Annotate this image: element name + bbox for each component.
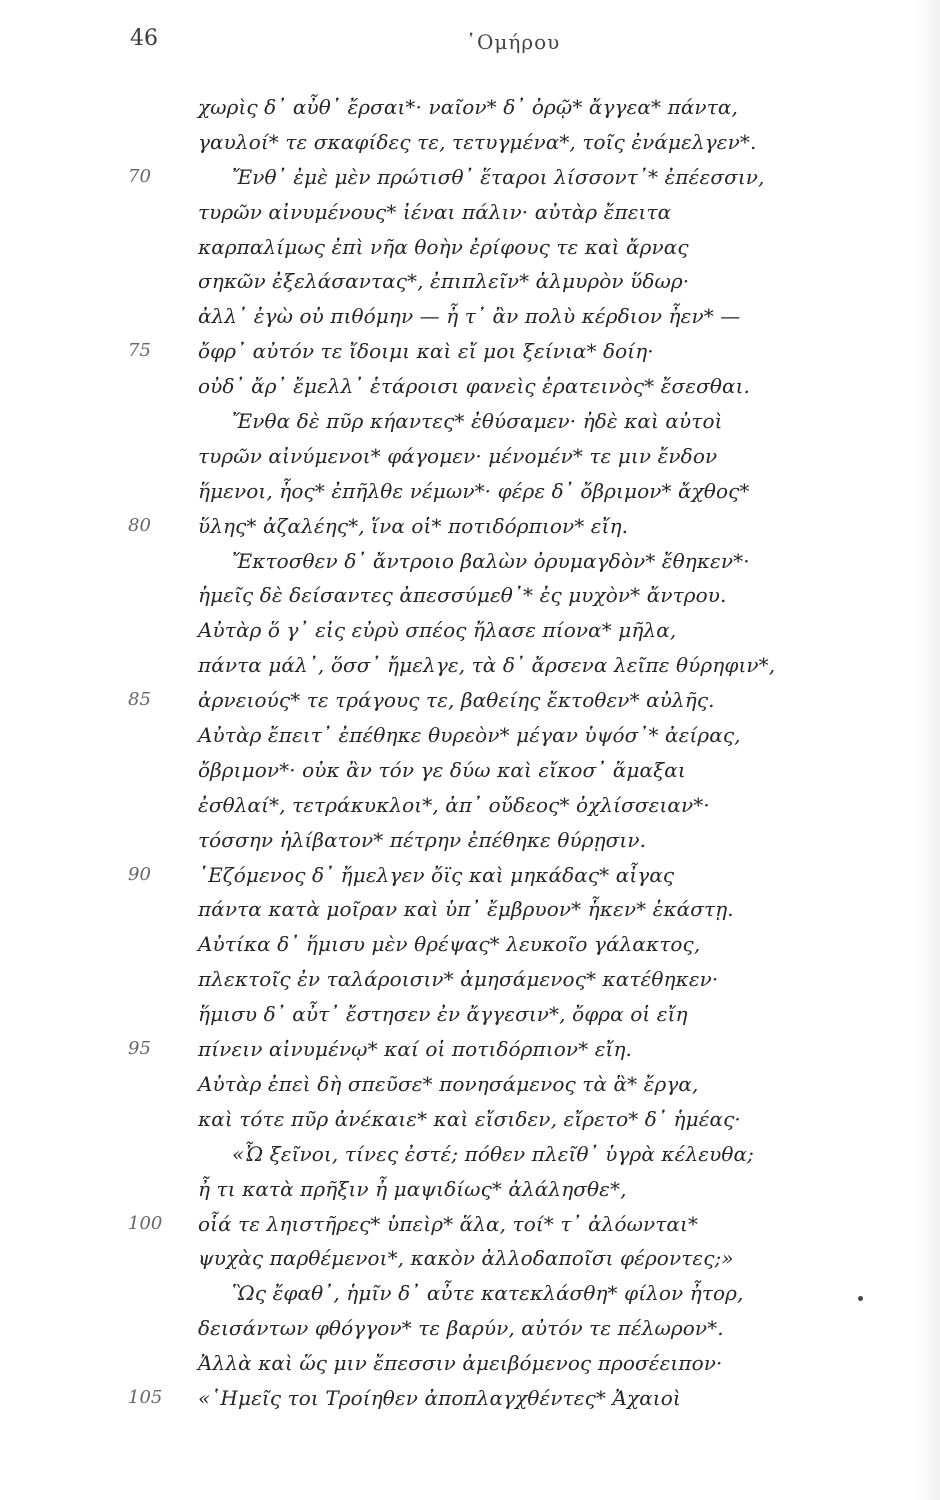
line-number: 85 — [128, 689, 151, 711]
verse-text: πίνειν αἰνυμένῳ* καί οἱ ποτιδόρπιον* εἴη. — [198, 1037, 633, 1062]
verse-line — [0, 683, 940, 718]
verse-line — [0, 1032, 940, 1067]
verse-line — [0, 1137, 940, 1172]
verse-text: Ἔκτοσθεν δ᾿ ἄντροιο βαλὼν ὀρυμαγδὸν* ἔθηκεν*· — [232, 548, 750, 573]
verse-line — [0, 125, 940, 160]
verse-line — [0, 788, 940, 823]
verse-text: δεισάντων φθόγγον* τε βαρύν, αὐτόν τε πέλωρον*. — [198, 1316, 724, 1341]
verse-line — [0, 858, 940, 893]
verse-line — [0, 997, 940, 1032]
line-number: 75 — [128, 340, 151, 362]
verse-line — [0, 474, 940, 509]
verse-line — [0, 1067, 940, 1102]
verse-text: ἡμεῖς δὲ δείσαντες ἀπεσσύμεθ᾿* ἐς μυχὸν* ἄντρου. — [198, 583, 727, 608]
verse-line — [0, 753, 940, 788]
verse-text: Αὐτὰρ ἐπεὶ δὴ σπεῦσε* πονησάμενος τὰ ἃ* ἔργα, — [198, 1071, 699, 1096]
verse-line — [0, 90, 940, 125]
verse-text: ἥμισυ δ᾿ αὖτ᾿ ἔστησεν ἐν ἄγγεσιν*, ὄφρα οἱ εἴη — [198, 1002, 688, 1027]
page-header — [0, 26, 940, 66]
verse-text: Αὐτὰρ ἔπειτ᾿ ἐπέθηκε θυρεὸν* μέγαν ὑψόσ᾿* ἀείρας, — [198, 723, 741, 748]
verse-text: οἷά τε ληιστῆρες* ὑπεὶρ* ἅλα, τοί* τ᾿ ἀλόωνται* — [198, 1211, 699, 1236]
verse-text: τυρῶν αἰνυμένους* ἰέναι πάλιν· αὐτὰρ ἔπειτα — [198, 199, 672, 224]
verse-line — [0, 369, 940, 404]
verse-text: οὐδ᾿ ἄρ᾿ ἔμελλ᾿ ἑτάροισι φανεὶς ἐρατεινὸς* ἔσεσθαι. — [198, 374, 750, 399]
verse-line — [0, 892, 940, 927]
verse-text: ἀλλ᾿ ἐγὼ οὐ πιθόμην — ἦ τ᾿ ἂν πολὺ κέρδιον ἦεν* — — [198, 304, 741, 329]
verse-line — [0, 230, 940, 265]
verse-line — [0, 648, 940, 683]
verse-text: ὄφρ᾿ αὐτόν τε ἴδοιμι καὶ εἴ μοι ξείνια* δοίη· — [198, 339, 654, 364]
page-edge-shadow — [912, 0, 940, 1500]
verse-line — [0, 439, 940, 474]
verse-text: «῾Ημεῖς τοι Τροίηθεν ἀποπλαγχθέντες* Ἀχαιοὶ — [198, 1385, 681, 1410]
line-number: 70 — [128, 165, 151, 187]
verse-line — [0, 1381, 940, 1416]
verse-line — [0, 1241, 940, 1276]
verse-text: Αὐτίκα δ᾿ ἥμισυ μὲν θρέψας* λευκοῖο γάλακτος, — [198, 932, 701, 957]
verse-text: Ὣς ἔφαθ᾿, ἡμῖν δ᾿ αὖτε κατεκλάσθη* φίλον ἦτορ, — [232, 1281, 744, 1306]
verse-text: ψυχὰς παρθέμενοι*, κακὸν ἀλλοδαποῖσι φέροντες;» — [198, 1246, 734, 1271]
verse-text: ἀρνειούς* τε τράγους τε, βαθείης ἔκτοθεν* αὐλῆς. — [198, 688, 715, 713]
verse-line — [0, 578, 940, 613]
verse-line — [0, 1207, 940, 1242]
verse-line — [0, 195, 940, 230]
verse-text: καρπαλίμως ἐπὶ νῆα θοὴν ἐρίφους τε καὶ ἄρνας — [198, 234, 689, 259]
verse-line — [0, 544, 940, 579]
verse-line — [0, 264, 940, 299]
verse-line — [0, 823, 940, 858]
verse-block — [0, 90, 940, 1416]
verse-text: τόσσην ἠλίβατον* πέτρην ἐπέθηκε θύρῃσιν. — [198, 827, 647, 852]
verse-line — [0, 1346, 940, 1381]
verse-text: πλεκτοῖς ἐν ταλάροισιν* ἀμησάμενος* κατέθηκεν· — [198, 967, 719, 992]
verse-line — [0, 1311, 940, 1346]
verse-text: Ἔνθ᾿ ἐμὲ μὲν πρώτισθ᾿ ἕταροι λίσσοντ᾿* ἐπέεσσιν, — [232, 164, 765, 189]
verse-text: Ἔνθα δὲ πῦρ κήαντες* ἐθύσαμεν· ἠδὲ καὶ αὐτοὶ — [232, 409, 723, 434]
verse-line — [0, 404, 940, 439]
verse-line — [0, 509, 940, 544]
running-title: ῾Ομήρου — [466, 30, 561, 54]
line-number: 95 — [128, 1038, 151, 1060]
verse-text: Αὐτὰρ ὅ γ᾿ εἰς εὐρὺ σπέος ἤλασε πίονα* μῆλα, — [198, 618, 677, 643]
line-number: 100 — [128, 1212, 163, 1234]
line-number: 105 — [128, 1386, 163, 1408]
verse-text: ἦ τι κατὰ πρῆξιν ἦ μαψιδίως* ἀλάλησθε*, — [198, 1176, 627, 1201]
verse-text: χωρὶς δ᾿ αὖθ᾿ ἔρσαι*· ναῖον* δ᾿ ὀρῷ* ἄγγεα* πάντα, — [198, 95, 738, 119]
verse-line — [0, 160, 940, 195]
page-number: 46 — [130, 26, 158, 51]
verse-line — [0, 334, 940, 369]
verse-text: ὕλης* ἀζαλέης*, ἵνα οἱ* ποτιδόρπιον* εἴη. — [198, 513, 629, 538]
verse-text: ῾Εζόμενος δ᾿ ἤμελγεν ὄϊς καὶ μηκάδας* αἶγας — [198, 862, 675, 887]
verse-line — [0, 927, 940, 962]
verse-text: καὶ τότε πῦρ ἀνέκαιε* καὶ εἴσιδεν, εἴρετο* δ᾿ ἡμέας· — [198, 1106, 741, 1131]
verse-text: γαυλοί* τε σκαφίδες τε, τετυγμένα*, τοῖς ἐνάμελγεν*. — [198, 129, 757, 154]
verse-line — [0, 1102, 940, 1137]
verse-text: ὄβριμον*· οὐκ ἂν τόν γε δύω καὶ εἴκοσ᾿ ἅμαξαι — [198, 757, 686, 782]
verse-text: Ἀλλὰ καὶ ὥς μιν ἔπεσσιν ἀμειβόμενος προσέειπον· — [198, 1351, 723, 1376]
verse-text: σηκῶν ἐξελάσαντας*, ἐπιπλεῖν* ἁλμυρὸν ὕδωρ· — [198, 269, 690, 294]
verse-line — [0, 1276, 940, 1311]
verse-line — [0, 962, 940, 997]
line-number: 90 — [128, 863, 151, 885]
margin-dot — [858, 1296, 863, 1301]
verse-text: τυρῶν αἰνύμενοι* φάγομεν· μένομέν* τε μιν ἔνδον — [198, 443, 718, 468]
verse-text: πάντα κατὰ μοῖραν καὶ ὑπ᾿ ἔμβρυον* ἧκεν* ἑκάστῃ. — [198, 897, 734, 922]
verse-line — [0, 718, 940, 753]
verse-line — [0, 613, 940, 648]
verse-text: «Ὦ ξεῖνοι, τίνες ἐστέ; πόθεν πλεῖθ᾿ ὑγρὰ κέλευθα; — [232, 1141, 754, 1166]
verse-text: ἐσθλαί*, τετράκυκλοι*, ἀπ᾿ οὔδεος* ὀχλίσσειαν*· — [198, 792, 710, 817]
verse-line — [0, 299, 940, 334]
verse-line — [0, 1172, 940, 1207]
verse-text: πάντα μάλ᾿, ὅσσ᾿ ἤμελγε, τὰ δ᾿ ἄρσενα λεῖπε θύρηφιν*, — [198, 653, 776, 678]
verse-text: ἥμενοι, ἧος* ἐπῆλθε νέμων*· φέρε δ᾿ ὄβριμον* ἄχθος* — [198, 478, 750, 503]
line-number: 80 — [128, 514, 151, 536]
